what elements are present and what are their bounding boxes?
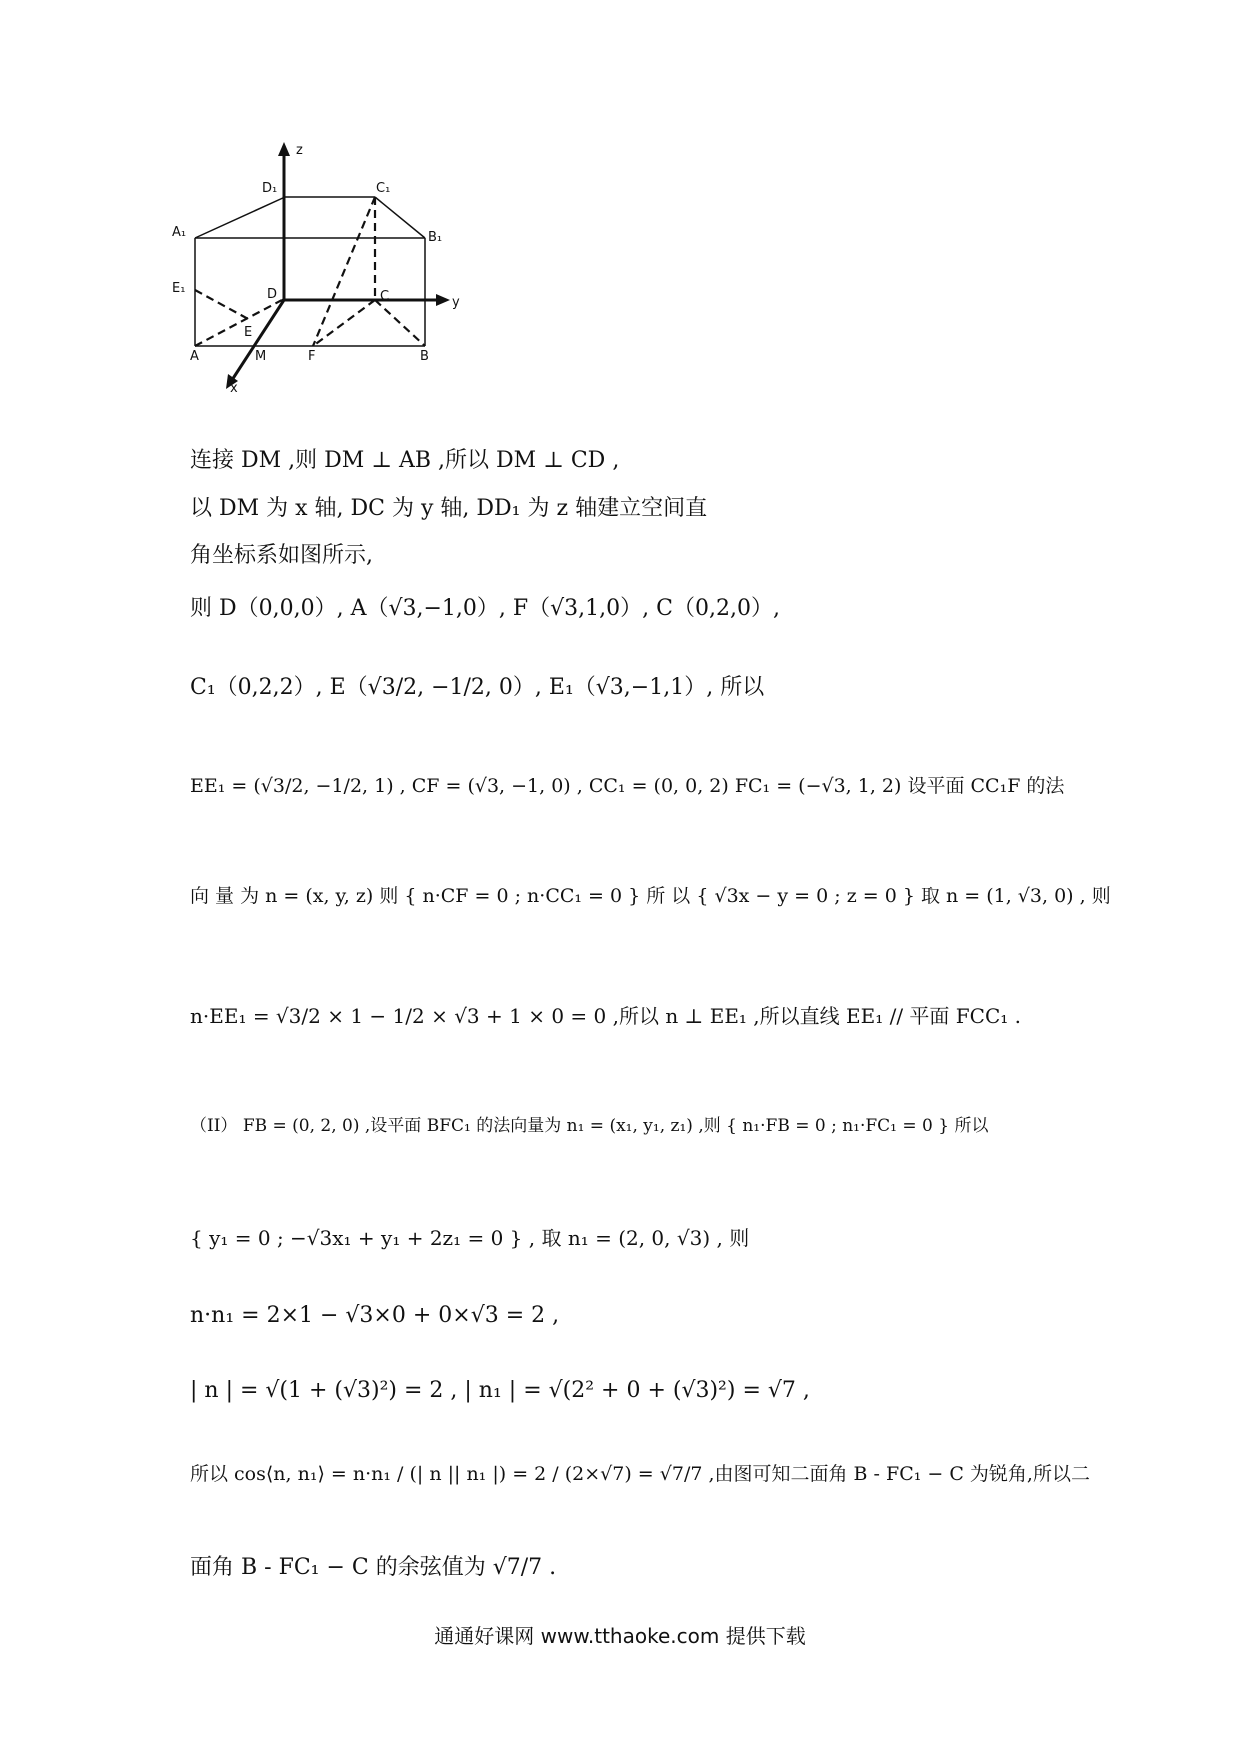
text-line-13: 所以 cos⟨n, n₁⟩ = n·n₁ / (| n || n₁ |) = 2 / (2×√7) = √7/7 ,由图可知二面角 B - FC₁ − C 为锐角,所以二 [190,1463,1090,1485]
text-line-7: 向 量 为 n = (x, y, z) 则 { n·CF = 0 ; n·CC₁ = 0 } 所 以 { √3x − y = 0 ; z = 0 } 取 n = (1, √3, 0) , 则 [190,885,1111,907]
text-line-14: 面角 B - FC₁ − C 的余弦值为 √7/7 . [190,1555,557,1580]
text-line-8: n·EE₁ = √3/2 × 1 − 1/2 × √3 + 1 × 0 = 0 ,所以 n ⊥ EE₁ ,所以直线 EE₁ // 平面 FCC₁ . [190,1004,1021,1028]
text-line-1: 连接 DM ,则 DM ⊥ AB ,所以 DM ⊥ CD , [190,448,620,473]
text-line-9: （II） FB = (0, 2, 0) ,设平面 BFC₁ 的法向量为 n₁ = (x₁, y₁, z₁) ,则 { n₁·FB = 0 ; n₁·FC₁ = 0 } 所以 [190,1116,989,1136]
text-line-3: 角坐标系如图所示, [190,543,373,568]
label-M: M [255,349,267,364]
text-line-10: { y₁ = 0 ; −√3x₁ + y₁ + 2z₁ = 0 } , 取 n₁ = (2, 0, √3) , 则 [190,1226,750,1250]
text-line-4: 则 D（0,0,0）, A（√3,−1,0）, F（√3,1,0）, C（0,2,0）, [190,596,780,621]
label-C1: C₁ [376,181,391,196]
label-F: F [308,349,316,364]
label-B1: B₁ [428,230,443,245]
label-z: z [296,143,303,158]
label-A1: A₁ [172,225,187,240]
label-B: B [420,349,429,364]
label-y: y [452,295,460,310]
coordinate-figure [170,140,470,410]
footer-text: 通通好课网 www.tthaoke.com 提供下载 [434,1624,806,1648]
label-D: D [267,287,278,302]
text-line-11: n·n₁ = 2×1 − √3×0 + 0×√3 = 2 , [190,1303,560,1328]
text-line-5: C₁（0,2,2）, E（√3/2, −1/2, 0）, E₁（√3,−1,1）, 所以 [190,675,765,700]
label-E: E [244,325,253,340]
label-C: C [380,289,390,304]
label-E1: E₁ [172,281,186,296]
text-line-2: 以 DM 为 x 轴, DC 为 y 轴, DD₁ 为 z 轴建立空间直 [190,496,708,521]
text-line-12: | n | = √(1 + (√3)²) = 2 , | n₁ | = √(2² + 0 + (√3)²) = √7 , [190,1378,810,1403]
text-line-6: EE₁ = (√3/2, −1/2, 1) , CF = (√3, −1, 0) , CC₁ = (0, 0, 2) FC₁ = (−√3, 1, 2) 设平面 CC₁F 的法 [190,775,1065,797]
label-A: A [190,349,199,364]
label-x: x [230,381,238,396]
label-D1: D₁ [262,181,278,196]
